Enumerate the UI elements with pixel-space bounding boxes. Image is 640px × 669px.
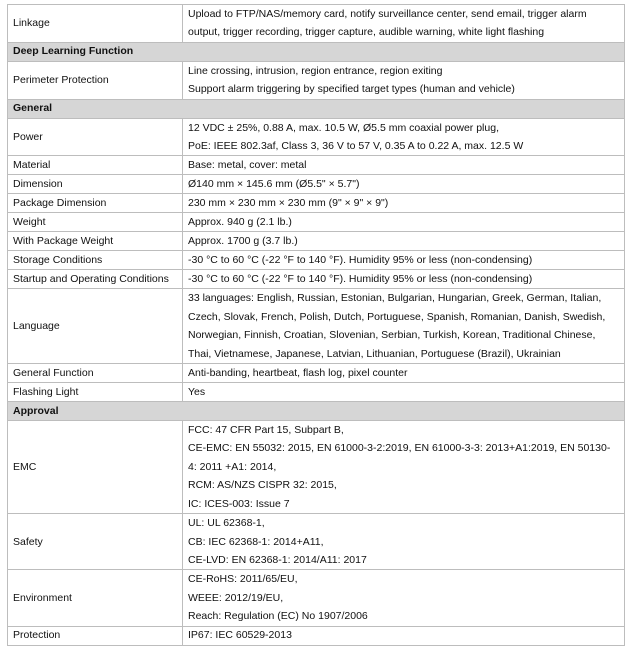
spec-value-line: Base: metal, cover: metal xyxy=(188,158,307,171)
spec-value-line: RCM: AS/NZS CISPR 32: 2015, xyxy=(188,479,337,492)
spec-table-body xyxy=(8,5,625,646)
spec-value-line: 33 languages: English, Russian, Estonian, Bulgarian, Hungarian, Greek, German, Italian, Czech, Slovak, French, Polish, Dutch, Portuguese, Spanish, Romanian, Danish, Swedish, Norwegian, Finnish, Croatian, Slovenian, Serbian, Turkish, Korean, Traditional Chinese, Thai, Vietnamese, Japanese, Latvian, Lithuanian, Portuguese (Brazil), Ukrainian xyxy=(188,292,609,360)
spec-value-line: Approx. 1700 g (3.7 lb.) xyxy=(188,234,298,247)
spec-row xyxy=(8,118,625,156)
spec-row xyxy=(8,156,625,175)
spec-value xyxy=(183,570,625,626)
spec-value-line: IC: ICES-003: Issue 7 xyxy=(188,497,290,510)
spec-value-line: PoE: IEEE 802.3af, Class 3, 36 V to 57 V, 0.35 A to 0.22 A, max. 12.5 W xyxy=(188,140,524,153)
spec-value xyxy=(183,626,625,645)
spec-value-line: Support alarm triggering by specified target types (human and vehicle) xyxy=(188,83,515,96)
spec-value-line: CE-EMC: EN 55032: 2015, EN 61000-3-2:2019, EN 61000-3-3: 2013+A1:2019, EN 50130-4: 2011 +A1: 2014, xyxy=(188,442,611,473)
spec-value xyxy=(183,251,625,270)
spec-value xyxy=(183,270,625,289)
spec-value xyxy=(183,383,625,402)
spec-value xyxy=(183,232,625,251)
spec-value-line: UL: UL 62368-1, xyxy=(188,517,265,530)
section-header-row xyxy=(8,402,625,421)
spec-label: Package Dimension xyxy=(8,194,183,213)
spec-value-line: -30 °C to 60 °C (-22 °F to 140 °F). Humidity 95% or less (non-condensing) xyxy=(188,253,533,266)
spec-label: Dimension xyxy=(8,175,183,194)
spec-label: Language xyxy=(8,289,183,364)
spec-value xyxy=(183,289,625,364)
spec-value-line: WEEE: 2012/19/EU, xyxy=(188,591,284,604)
spec-value xyxy=(183,61,625,99)
section-header-row xyxy=(8,42,625,61)
spec-value xyxy=(183,5,625,43)
spec-value xyxy=(183,421,625,514)
spec-label: Safety xyxy=(8,514,183,570)
spec-value-line: -30 °C to 60 °C (-22 °F to 140 °F). Humidity 95% or less (non-condensing) xyxy=(188,272,533,285)
spec-label: Startup and Operating Conditions xyxy=(8,270,183,289)
section-header-row xyxy=(8,99,625,118)
spec-value xyxy=(183,156,625,175)
spec-value xyxy=(183,364,625,383)
spec-value-line: Anti-banding, heartbeat, flash log, pixel counter xyxy=(188,366,408,379)
spec-label: With Package Weight xyxy=(8,232,183,251)
spec-value xyxy=(183,194,625,213)
spec-label: Storage Conditions xyxy=(8,251,183,270)
spec-value xyxy=(183,514,625,570)
spec-label: Environment xyxy=(8,570,183,626)
spec-label: Weight xyxy=(8,213,183,232)
spec-value-line: Reach: Regulation (EC) No 1907/2006 xyxy=(188,610,368,623)
spec-row xyxy=(8,383,625,402)
spec-label: Perimeter Protection xyxy=(8,61,183,99)
spec-value-line: Upload to FTP/NAS/memory card, notify surveillance center, send email, trigger alarm output, trigger recording, trigger capture, audible warning, white light flashing xyxy=(188,8,590,39)
spec-row xyxy=(8,251,625,270)
spec-row xyxy=(8,175,625,194)
spec-value-line: Line crossing, intrusion, region entrance, region exiting xyxy=(188,64,443,77)
spec-row xyxy=(8,514,625,570)
spec-label: Protection xyxy=(8,626,183,645)
section-title: Deep Learning Function xyxy=(8,42,625,61)
spec-row xyxy=(8,5,625,43)
spec-value-line: Ø140 mm × 145.6 mm (Ø5.5" × 5.7") xyxy=(188,177,360,190)
spec-value xyxy=(183,175,625,194)
spec-value-line: 12 VDC ± 25%, 0.88 A, max. 10.5 W, Ø5.5 mm coaxial power plug, xyxy=(188,121,499,134)
spec-label: Linkage xyxy=(8,5,183,43)
spec-value-line: Approx. 940 g (2.1 lb.) xyxy=(188,215,292,228)
spec-row xyxy=(8,232,625,251)
spec-row xyxy=(8,289,625,364)
spec-row xyxy=(8,421,625,514)
spec-value-line: IP67: IEC 60529-2013 xyxy=(188,629,292,642)
spec-row xyxy=(8,364,625,383)
spec-value xyxy=(183,118,625,156)
spec-value-line: Yes xyxy=(188,385,206,398)
spec-row xyxy=(8,270,625,289)
section-title: Approval xyxy=(8,402,625,421)
spec-row xyxy=(8,626,625,645)
spec-row xyxy=(8,194,625,213)
spec-label: Power xyxy=(8,118,183,156)
spec-value-line: CB: IEC 62368-1: 2014+A11, xyxy=(188,535,324,548)
spec-label: Material xyxy=(8,156,183,175)
spec-table xyxy=(7,4,625,646)
spec-value-line: CE-RoHS: 2011/65/EU, xyxy=(188,573,298,586)
spec-value-line: 230 mm × 230 mm × 230 mm (9" × 9" × 9") xyxy=(188,196,389,209)
section-title: General xyxy=(8,99,625,118)
spec-value-line: CE-LVD: EN 62368-1: 2014/A11: 2017 xyxy=(188,553,367,566)
spec-label: General Function xyxy=(8,364,183,383)
spec-row xyxy=(8,570,625,626)
spec-value-line: FCC: 47 CFR Part 15, Subpart B, xyxy=(188,424,344,437)
spec-label: EMC xyxy=(8,421,183,514)
spec-row xyxy=(8,213,625,232)
spec-row xyxy=(8,61,625,99)
spec-value xyxy=(183,213,625,232)
spec-label: Flashing Light xyxy=(8,383,183,402)
